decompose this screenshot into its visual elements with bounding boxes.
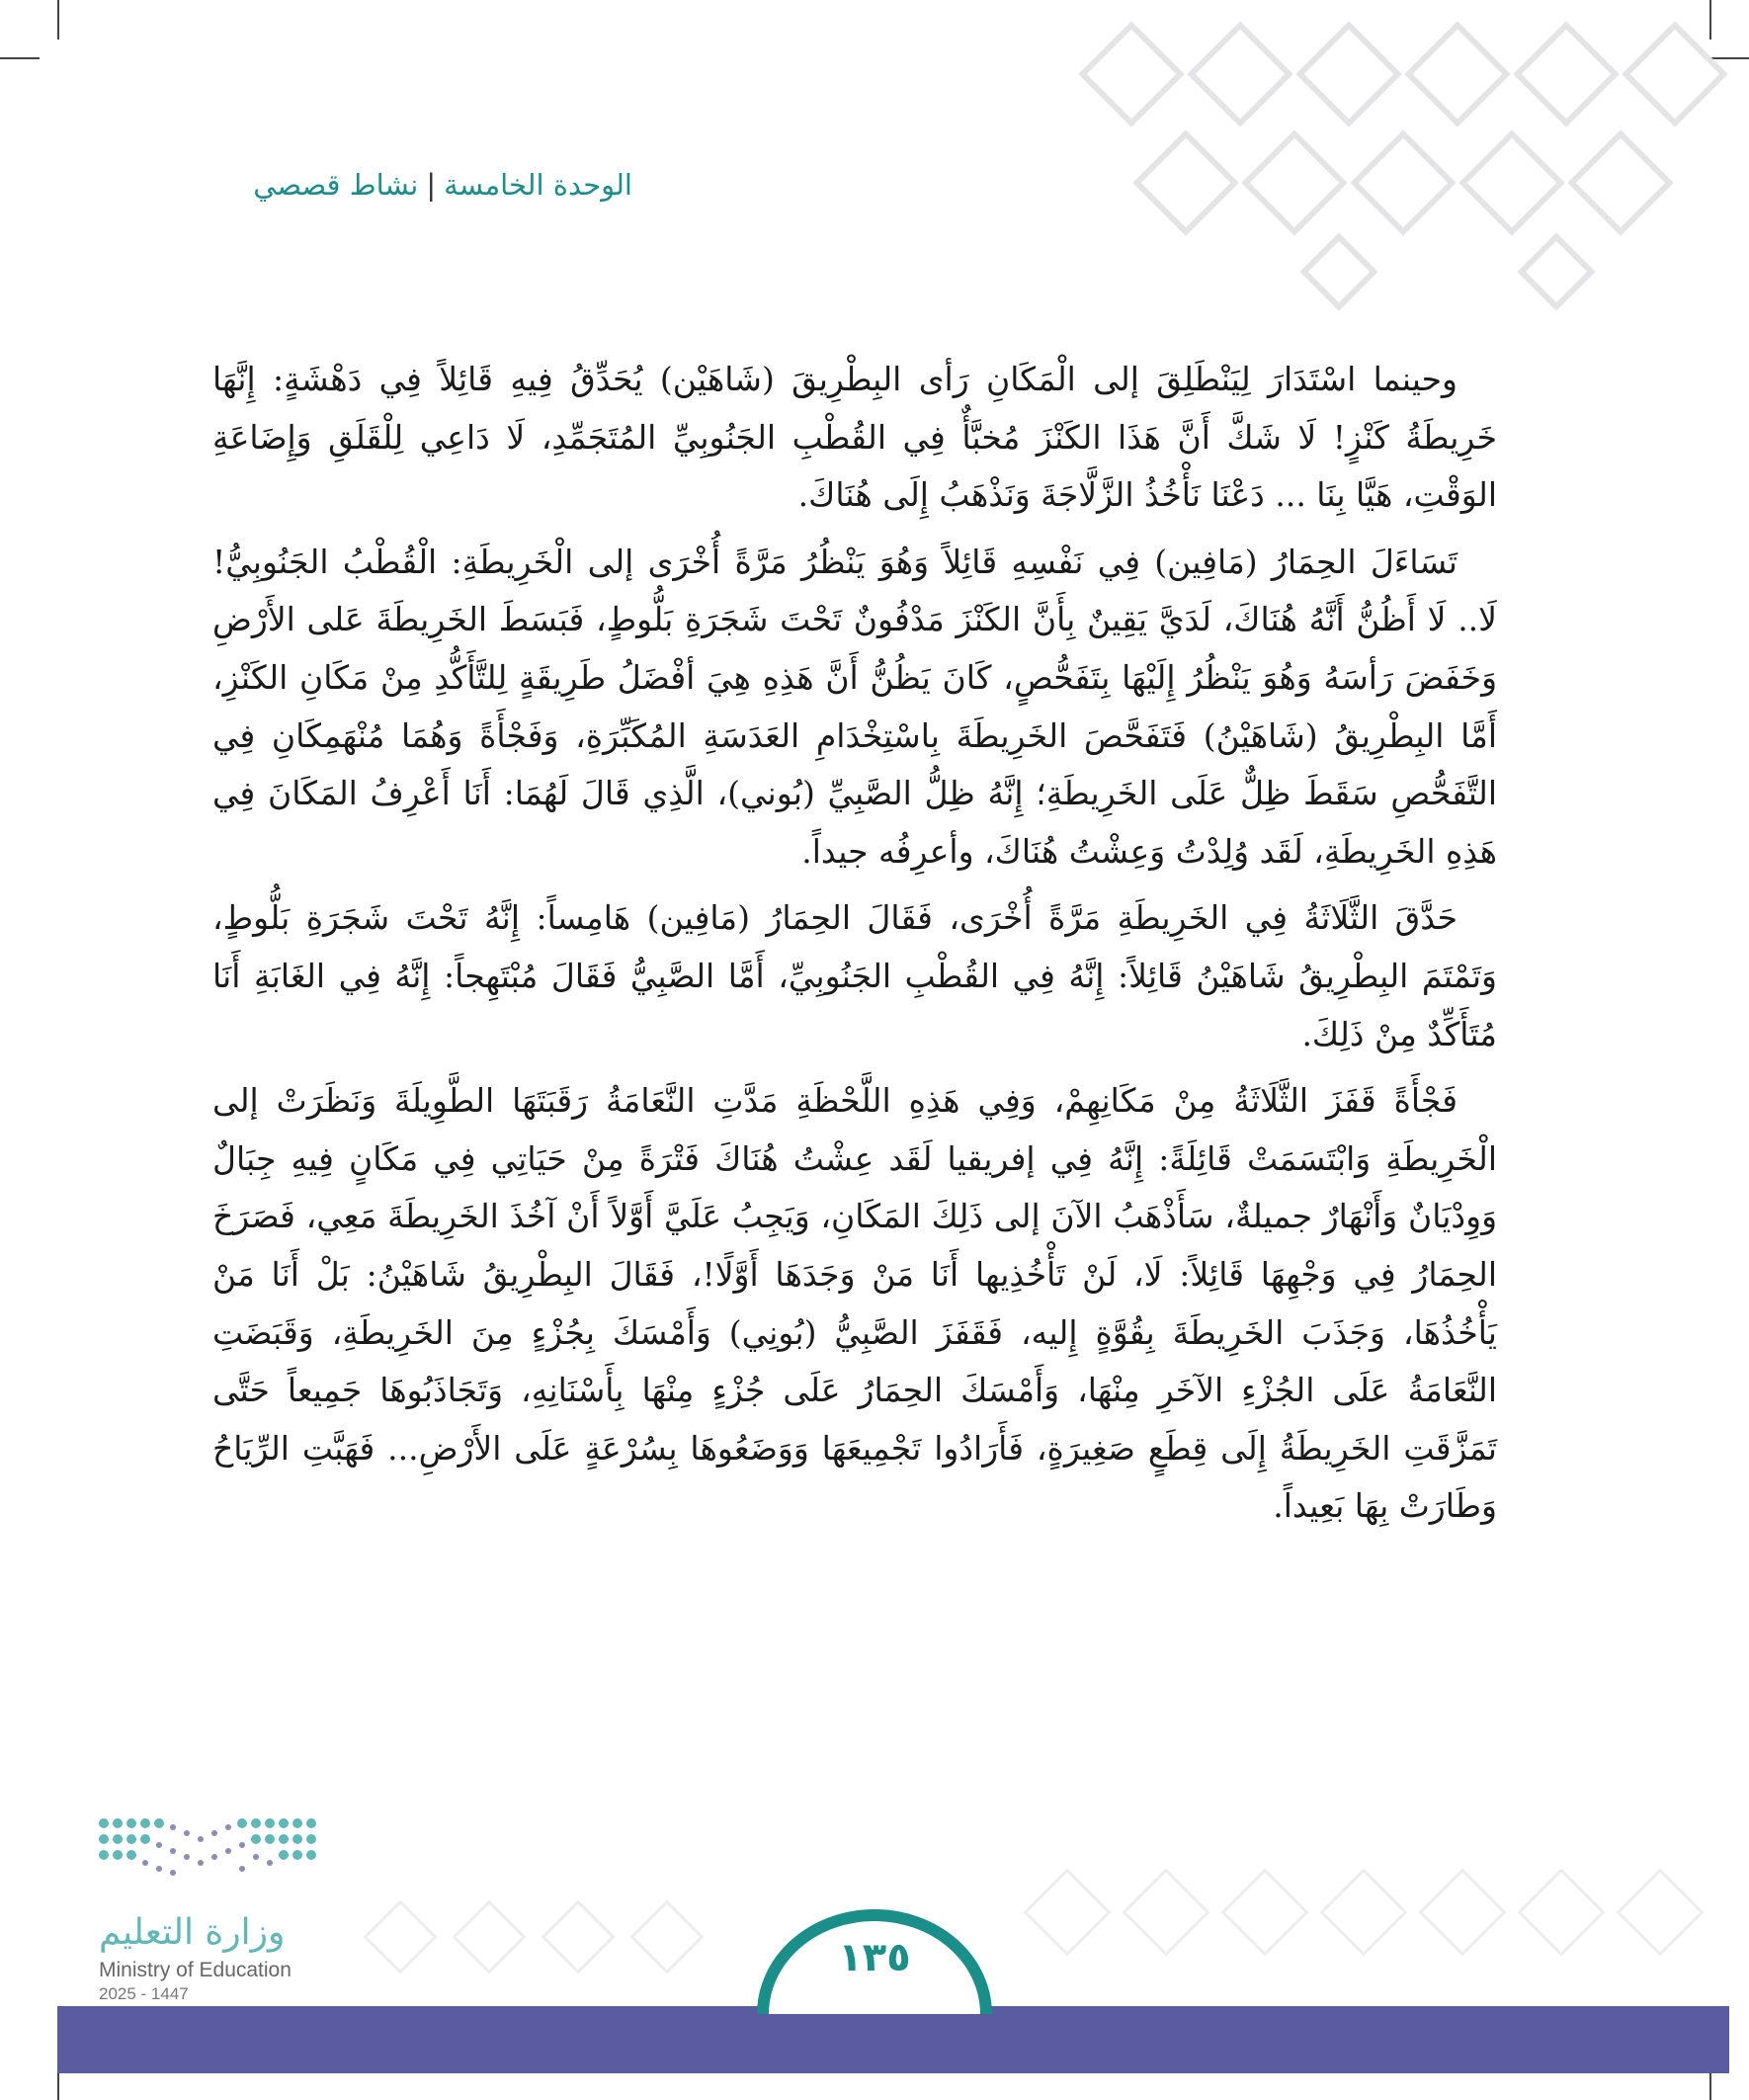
header-separator: | (426, 168, 437, 202)
crop-mark (57, 0, 59, 40)
footer-band (57, 2006, 1729, 2073)
story-paragraph: فَجْأَةً قَفَزَ الثَّلَاثَةُ مِنْ مَكَانِهِمْ، وَفِي هَذِهِ اللَّحْظَةِ مَدَّتِ النَّعَامَةُ رَقَبَتَهَا الطَّوِيلَةَ وَنَظَرَتْ إلى الْخَرِيطَةِ وَابْتَسَمَتْ قَائِلَةً: إِنَّهُ فِي إفريقيا لَقَد عِشْتُ هُنَاكَ فَتْرَةً مِنْ حَيَاتِي فِي مَكَانٍ فِيهِ جِبَالٌ وَوِدْيَانٌ وَأَنْهَارٌ جميلةٌ، سَأَذْهَبُ الآنَ إلى ذَلِكَ المَكَانِ، وَيَجِبُ عَلَيَّ أَوَّلاً أَنْ آخُذَ الخَرِيطَةَ مَعِي، فَصَرَخَ الحِمَارُ فِي وَجْهِهَا قَائِلاً: لَا، لَنْ تَأْخُذِيها أَنَا مَنْ وَجَدَهَا أَوَّلًا!، فَقَالَ البِطْرِيقُ شَاهَيْنُ: بَلْ أَنَا مَنْ يَأْخُذُهَا، وَجَذَبَ الخَرِيطَةَ بِقُوَّةٍ إِليه، فَقَفَزَ الصَّبِيُّ (بُونِي) وَأَمْسَكَ بِجُزْءٍ مِنَ الخَرِيطَةِ، وَقَبَضَتِ النَّعَامَةُ عَلَى الجُزْءِ الآخَرِ مِنْهَا، وَأَمْسَكَ الحِمَارُ عَلَى جُزْءٍ مِنْهَا بِأَسْنَانِهِ، وَتَجَاذَبُوهَا جَمِيعاً حَتَّى تَمَزَّقَتِ الخَرِيطَةُ إِلَى قِطَعٍ صَغِيرَةٍ، فَأَرَادُوا تَجْمِيعَهَا وَوَضَعُوهَا بِسُرْعَةٍ عَلَى الأَرْضِ... فَهَبَّتِ الرِّيَاحُ وَطَارَتْ بِهَا بَعِيداً. (212, 1081, 1497, 1526)
edition-year: 2025 - 1447 (99, 1984, 189, 2003)
ministry-logo-icon (94, 1813, 331, 1902)
story-paragraph: تَسَاءَلَ الحِمَارُ (مَافِين) فِي نَفْسِهِ قَائِلاً وَهُوَ يَنْظُرُ مَرَّةً أُخْرَى إلى الْخَرِيطَةِ: الْقُطْبُ الجَنُوبِيُّ! لَا.. لَا أَظُنُّ أَنَّهُ هُنَاكَ، لَدَيَّ يَقِينٌ بِأَنَّ الكَنْزَ مَدْفُونٌ تَحْتَ شَجَرَةِ بَلُّوطٍ، فَبَسَطَ الخَرِيطَةَ عَلى الأَرْضِ وَخَفَضَ رَأسَهُ وَهُوَ يَنْظُرُ إِلَيْهَا بِتَفَحُّصٍ، كَانَ يَظُنُّ أَنَّ هَذِهِ هِيَ أفْضَلُ طَرِيقَةٍ لِلتَّأَكُّدِ مِنْ مَكَانِ الكَنْزِ، أَمَّا البِطْرِيقُ (شَاهَيْنُ) فَتَفَحَّصَ الخَرِيطَةَ بِاسْتِخْدَامِ العَدَسَةِ المُكَبِّرَةِ، وَفَجْأَةً وَهُمَا مُنْهَمِكَانِ فِي التَّفَحُّصِ سَقَطَ ظِلٌّ عَلَى الخَرِيطَةِ؛ إِنَّهُ ظِلُّ الصَّبِيِّ (بُوني)، الَّذِي قَالَ لَهُمَا: أَنَا أَعْرِفُ المَكَانَ فِي هَذِهِ الخَرِيطَةِ، لَقَد وُلِدْتُ وَعِشْتُ هُنَاكَ، وأعرِفُه جيداً. (212, 542, 1497, 871)
story-paragraph: وحينما اسْتَدَارَ لِيَنْطَلِقَ إلى الْمَكَانِ رَأى البِطْرِيقَ (شَاهَيْن) يُحَدِّقُ فِيهِ قَائِلاً فِي دَهْشَةٍ: إِنَّهَا خَرِيطَةُ كَنْزٍ! لَا شَكَّ أَنَّ هَذَا الكَنْزَ مُخبَّأٌ فِي القُطْبِ الجَنُوبِيِّ المُتَجَمِّدِ، لَا دَاعِي لِلْقَلَقِ وَإِضَاعَةِ الوَقْتِ، هَيَّا بِنَا ... دَعْنَا نَأْخُذُ الزَّلَّاجَةَ وَنَذْهَبُ إِلَى هُنَاكَ. (212, 360, 1497, 515)
page-number: ١٣٥ (838, 1935, 911, 1980)
crop-mark (1709, 2073, 1711, 2100)
decorative-pattern (1038, 0, 1749, 326)
ministry-name-ar: وزارة التعليم (99, 1912, 286, 1953)
crop-mark (0, 57, 40, 59)
running-header (253, 168, 632, 202)
story-paragraph: حَدَّقَ الثَّلَاثَةُ فِي الخَرِيطَةِ مَرَّةً أُخْرَى، فَقَالَ الحِمَارُ (مَافِين) هَامِساً: إِنَّهُ تَحْتَ شَجَرَةِ بَلُّوطٍ، وَتَمْتَمَ البِطْرِيقُ شَاهَيْنُ قَائِلاً: إِنَّهُ فِي القُطْبِ الجَنُوبِيِّ، أَمَّا الصَّبِيُّ فَقَالَ مُبْتَهِجاً: إِنَّهُ فِي الغَابَةِ أَنَا مُتَأَكِّدٌ مِنْ ذَلِكَ. (212, 898, 1497, 1053)
unit-title: الوحدة الخامسة (444, 168, 632, 202)
story-text (212, 351, 1497, 1545)
section-title: نشاط قصصي (253, 168, 419, 202)
ministry-name-en: Ministry of Education (99, 1959, 292, 1981)
crop-mark (57, 2073, 59, 2100)
